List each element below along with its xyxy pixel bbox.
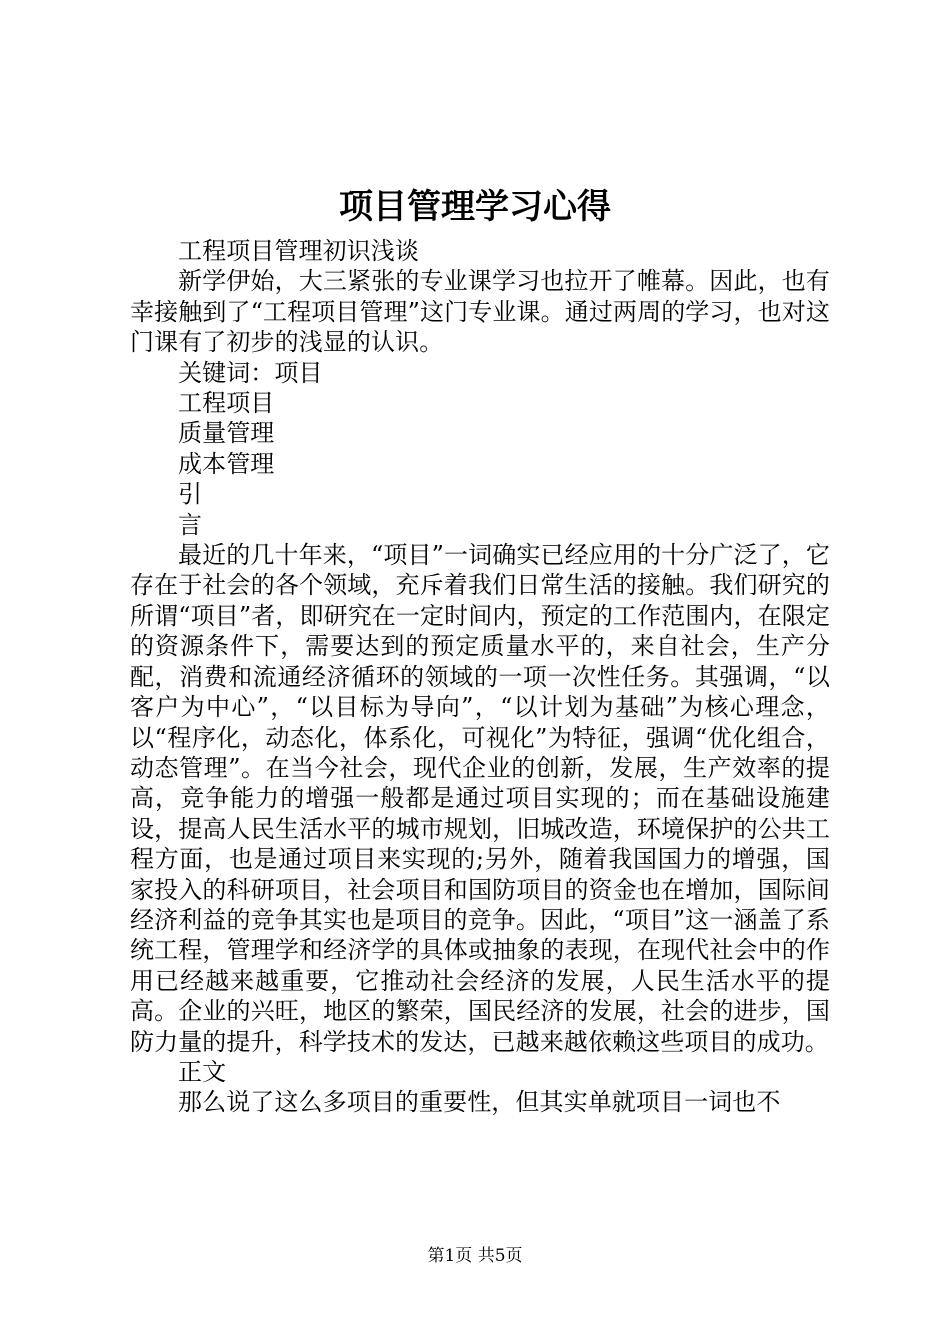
paragraph: 言: [178, 510, 203, 539]
paragraph: 成本管理: [178, 449, 275, 478]
paragraph: 那么说了这么多项目的重要性，但其实单就项目一词也不: [178, 1088, 781, 1117]
paragraph: 新学伊始，大三紧张的专业课学习也拉开了帷幕。因此，也有幸接触到了“工程项目管理”这门专业课。通过两周的学习，也对这门课有了初步的浅显的认识。: [130, 267, 830, 357]
page-number-footer: 第1页 共5页: [427, 1246, 523, 1266]
paragraph: 引: [178, 480, 203, 509]
document-title: 项目管理学习心得: [339, 187, 611, 227]
paragraph: 工程项目管理初识浅谈: [178, 237, 419, 265]
paragraph: 最近的几十年来，“项目”一词确实已经应用的十分广泛了，它存在于社会的各个领域，充斥着我们日常生活的接触。我们研究的所谓“项目”者，即研究在一定时间内，预定的工作范围内，在限定的资源条件下，需要达到的预定质量水平的，来自社会，生产分配，消费和流通经济循环的领域的一项一次性任务。其强调，“以客户为中心”，“以目标为导向”，“以计划为基础”为核心理念，以“程序化，动态化，体系化，可视化”为特征，强调“优化组合，动态管理”。在当今社会，现代企业的创新，发展，生产效率的提高，竞争能力的增强一般都是通过项目实现的；而在基础设施建设，提高人民生活水平的城市规划，旧城改造，环境保护的公共工程方面，也是通过项目来实现的;另外，随着我国国力的增强，国家投入的科研项目，社会项目和国防项目的资金也在增加，国际间经济利益的竞争其实也是项目的竞争。因此，“项目”这一涵盖了系统工程，管理学和经济学的具体或抽象的表现，在现代社会中的作用已经越来越重要，它推动社会经济的发展，人民生活水平的提高。企业的兴旺，地区的繁荣，国民经济的发展，社会的进步，国防力量的提升，科学技术的发达，已越来越依赖这些项目的成功。: [130, 541, 830, 1056]
paragraph: 正文: [178, 1057, 227, 1086]
paragraph: 关键词：项目: [178, 358, 323, 387]
paragraph: 工程项目: [178, 389, 275, 418]
document-body: [130, 236, 830, 1118]
paragraph: 质量管理: [178, 419, 275, 448]
